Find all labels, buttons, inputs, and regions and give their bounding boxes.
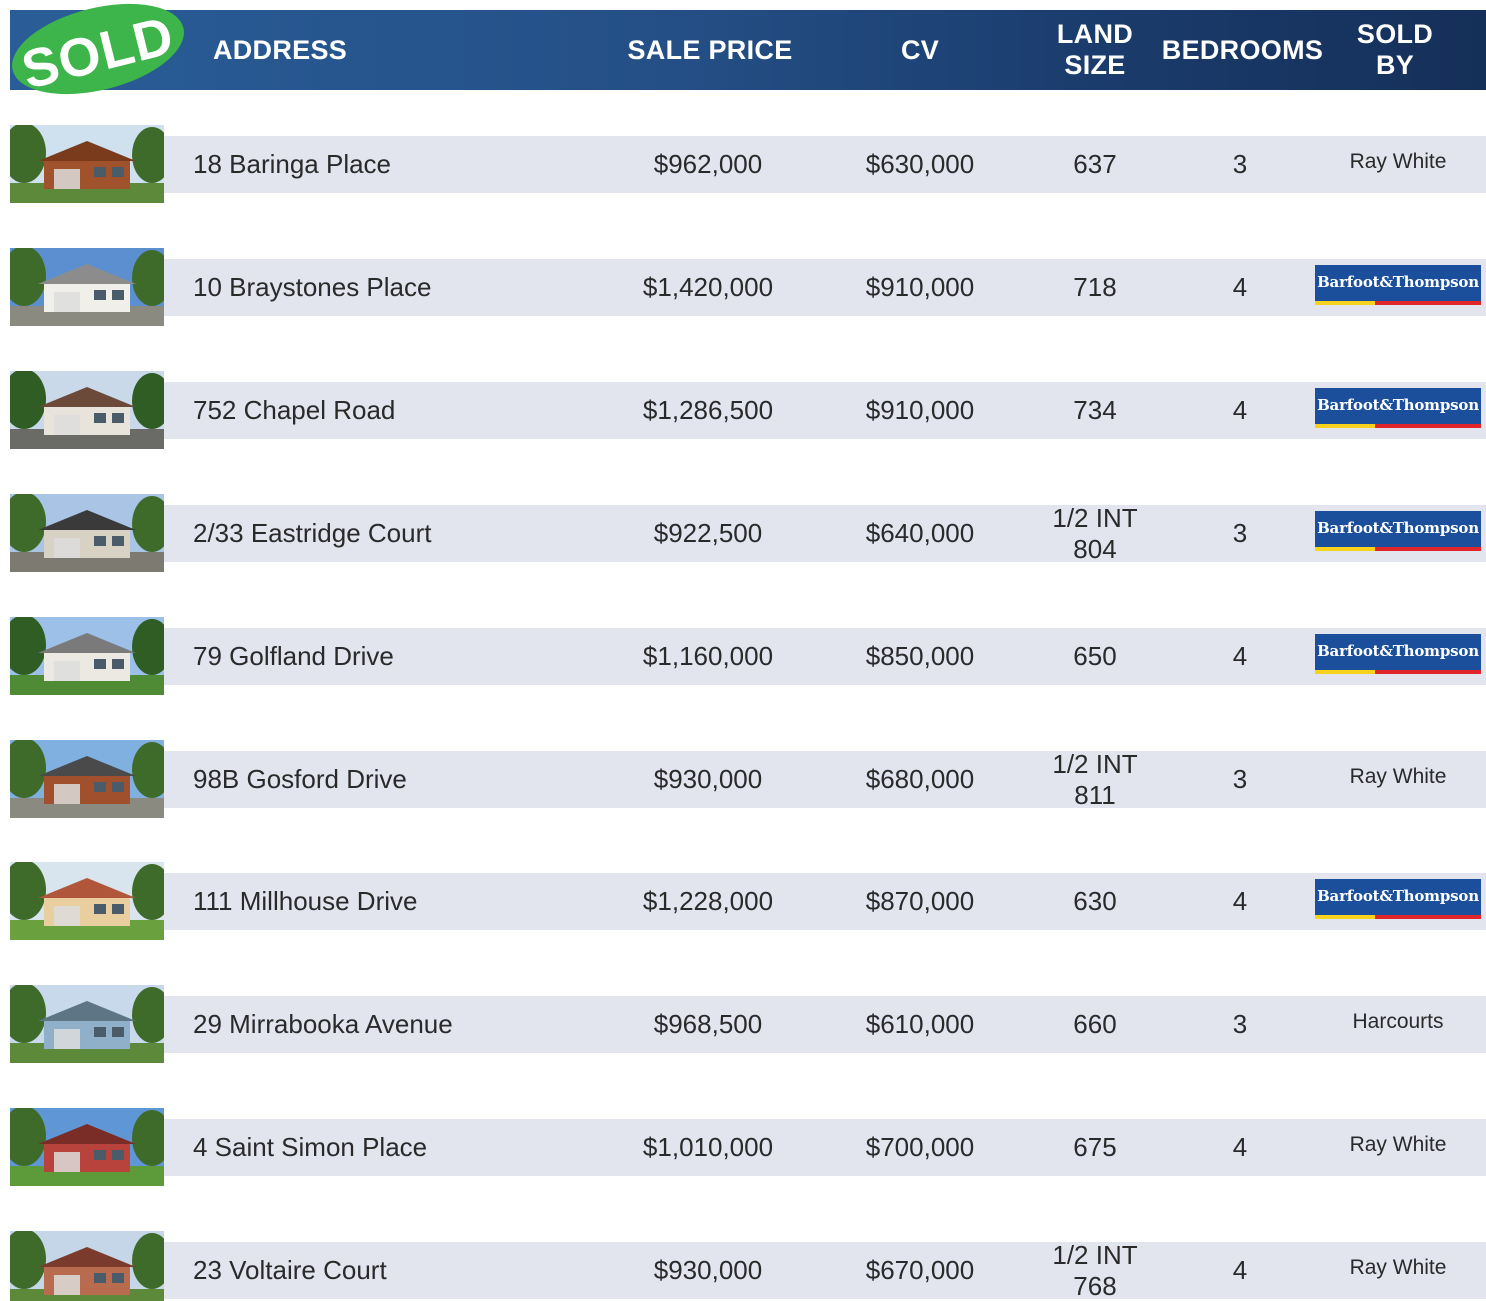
table-row xyxy=(10,248,1486,328)
header-land-size xyxy=(1035,10,1155,90)
row-sold-by xyxy=(1310,382,1486,439)
barfoot-thompson-logo xyxy=(1315,879,1481,919)
row-sale-price: $930,000 xyxy=(653,1255,763,1285)
land-size-line: 734 xyxy=(1073,395,1117,425)
agency-name: Ray White xyxy=(1349,1255,1447,1279)
header-land-size-line1: LAND xyxy=(1056,19,1134,49)
property-photo[interactable] xyxy=(10,494,164,572)
row-bedrooms: 4 xyxy=(1232,1255,1248,1285)
land-size-line: 804 xyxy=(1073,533,1117,564)
barfoot-thompson-logo xyxy=(1315,265,1481,305)
logo-stripe-yellow xyxy=(1315,670,1375,674)
house-photo-image xyxy=(10,371,164,449)
row-sold-by xyxy=(1310,1242,1486,1299)
row-land-size xyxy=(1035,873,1155,930)
table-row xyxy=(10,371,1486,451)
row-bedrooms: 4 xyxy=(1232,886,1248,916)
property-photo[interactable] xyxy=(10,617,164,695)
row-bedrooms: 3 xyxy=(1232,149,1248,179)
row-cv: $700,000 xyxy=(865,1132,975,1162)
row-land-size xyxy=(1035,996,1155,1053)
row-cv: $870,000 xyxy=(865,886,975,916)
row-sale-price: $1,228,000 xyxy=(642,886,774,916)
agency-name: Barfoot&Thompson xyxy=(1317,641,1479,660)
property-photo[interactable] xyxy=(10,248,164,326)
row-land-size xyxy=(1035,628,1155,685)
logo-stripe-red xyxy=(1375,301,1481,305)
row-bedrooms: 4 xyxy=(1232,1132,1248,1162)
agency-name: Barfoot&Thompson xyxy=(1317,272,1479,291)
header-sale-price: SALE PRICE xyxy=(627,34,793,65)
property-photo[interactable] xyxy=(10,125,164,203)
row-sale-price: $1,160,000 xyxy=(642,641,774,671)
barfoot-thompson-logo xyxy=(1315,388,1481,428)
barfoot-thompson-logo xyxy=(1315,634,1481,674)
barfoot-thompson-logo xyxy=(1315,511,1481,551)
land-size-line: 650 xyxy=(1073,641,1117,671)
row-bedrooms: 4 xyxy=(1232,395,1248,425)
agency-name: Barfoot&Thompson xyxy=(1317,518,1479,537)
row-land-size xyxy=(1035,136,1155,193)
table-row xyxy=(10,862,1486,942)
row-land-size xyxy=(1035,382,1155,439)
table-row xyxy=(10,617,1486,697)
land-size-line: 1/2 INT xyxy=(1052,1239,1138,1270)
row-sold-by xyxy=(1310,1119,1486,1176)
row-address: 111 Millhouse Drive xyxy=(193,886,418,916)
property-photo[interactable] xyxy=(10,985,164,1063)
logo-stripe-yellow xyxy=(1315,915,1375,919)
row-address: 29 Mirrabooka Avenue xyxy=(193,1009,453,1039)
row-cv: $680,000 xyxy=(865,764,975,794)
row-sold-by xyxy=(1310,136,1486,193)
row-cv: $910,000 xyxy=(865,272,975,302)
row-bedrooms: 3 xyxy=(1232,518,1248,548)
agency-name: Ray White xyxy=(1349,1132,1447,1156)
row-sale-price: $1,286,500 xyxy=(642,395,774,425)
property-photo[interactable] xyxy=(10,1231,164,1301)
header-cv: CV xyxy=(900,34,940,65)
row-land-size xyxy=(1035,259,1155,316)
house-photo-image xyxy=(10,740,164,818)
row-cv: $630,000 xyxy=(865,149,975,179)
row-address: 2/33 Eastridge Court xyxy=(193,518,432,548)
row-sale-price: $930,000 xyxy=(653,764,763,794)
land-size-line: 660 xyxy=(1073,1009,1117,1039)
sold-badge xyxy=(6,0,190,100)
row-sold-by xyxy=(1310,996,1486,1053)
row-land-size xyxy=(1035,502,1155,564)
row-address: 23 Voltaire Court xyxy=(193,1255,387,1285)
row-sale-price: $968,500 xyxy=(653,1009,763,1039)
land-size-line: 811 xyxy=(1074,779,1116,810)
house-photo-image xyxy=(10,1231,164,1301)
table-row xyxy=(10,125,1486,205)
land-size-line: 1/2 INT xyxy=(1052,748,1138,779)
row-address: 10 Braystones Place xyxy=(193,272,432,302)
house-photo-image xyxy=(10,862,164,940)
house-photo-image xyxy=(10,1108,164,1186)
logo-stripe-red xyxy=(1375,670,1481,674)
agency-name: Barfoot&Thompson xyxy=(1317,886,1479,905)
header-bedrooms: BEDROOMS xyxy=(1161,34,1324,65)
table-row xyxy=(10,1108,1486,1188)
row-sold-by xyxy=(1310,505,1486,562)
row-sale-price: $922,500 xyxy=(653,518,763,548)
row-cv: $640,000 xyxy=(865,518,975,548)
house-photo-image xyxy=(10,248,164,326)
row-bedrooms: 3 xyxy=(1232,1009,1248,1039)
row-bedrooms: 4 xyxy=(1232,641,1248,671)
logo-stripe-yellow xyxy=(1315,301,1375,305)
land-size-line: 768 xyxy=(1073,1270,1117,1301)
agency-name: Barfoot&Thompson xyxy=(1317,395,1479,414)
logo-stripe-red xyxy=(1375,424,1481,428)
row-address: 98B Gosford Drive xyxy=(193,764,407,794)
header-sold-by xyxy=(1335,10,1455,90)
row-cv: $670,000 xyxy=(865,1255,975,1285)
land-size-line: 630 xyxy=(1073,886,1117,916)
agency-name: Ray White xyxy=(1349,764,1447,788)
land-size-line: 718 xyxy=(1073,272,1117,302)
house-photo-image xyxy=(10,125,164,203)
row-address: 79 Golfland Drive xyxy=(193,641,394,671)
property-photo[interactable] xyxy=(10,740,164,818)
header-address: ADDRESS xyxy=(212,34,348,65)
agency-name: Harcourts xyxy=(1352,1009,1444,1033)
property-photo[interactable] xyxy=(10,862,164,940)
row-sold-by xyxy=(1310,259,1486,316)
logo-stripe-yellow xyxy=(1315,424,1375,428)
logo-stripe-red xyxy=(1375,915,1481,919)
table-header xyxy=(10,10,1486,90)
row-sold-by xyxy=(1310,751,1486,808)
header-land-size-line2: SIZE xyxy=(1064,50,1126,80)
row-sale-price: $962,000 xyxy=(653,149,763,179)
table-row xyxy=(10,985,1486,1065)
row-address: 4 Saint Simon Place xyxy=(193,1132,428,1162)
row-sale-price: $1,420,000 xyxy=(642,272,774,302)
row-bedrooms: 4 xyxy=(1232,272,1248,302)
property-photo[interactable] xyxy=(10,1108,164,1186)
row-sold-by xyxy=(1310,873,1486,930)
land-size-line: 637 xyxy=(1073,149,1117,179)
house-photo-image xyxy=(10,494,164,572)
row-land-size xyxy=(1035,1119,1155,1176)
row-cv: $850,000 xyxy=(865,641,975,671)
house-photo-image xyxy=(10,617,164,695)
agency-name: Ray White xyxy=(1349,149,1447,173)
property-photo[interactable] xyxy=(10,371,164,449)
sold-badge-label: SOLD xyxy=(16,5,180,101)
row-sale-price: $1,010,000 xyxy=(642,1132,774,1162)
row-sold-by xyxy=(1310,628,1486,685)
house-photo-image xyxy=(10,985,164,1063)
header-sold-by-line2: BY xyxy=(1375,50,1415,80)
table-row xyxy=(10,494,1486,574)
header-sold-by-line1: SOLD xyxy=(1356,19,1434,49)
row-cv: $610,000 xyxy=(865,1009,975,1039)
logo-stripe-yellow xyxy=(1315,547,1375,551)
row-land-size xyxy=(1035,748,1155,810)
row-cv: $910,000 xyxy=(865,395,975,425)
land-size-line: 1/2 INT xyxy=(1052,502,1138,533)
row-bedrooms: 3 xyxy=(1232,764,1248,794)
logo-stripe-red xyxy=(1375,547,1481,551)
row-address: 752 Chapel Road xyxy=(193,395,396,425)
land-size-line: 675 xyxy=(1073,1132,1117,1162)
table-row xyxy=(10,1231,1486,1301)
row-land-size xyxy=(1035,1239,1155,1301)
row-address: 18 Baringa Place xyxy=(193,149,392,179)
table-row xyxy=(10,740,1486,820)
